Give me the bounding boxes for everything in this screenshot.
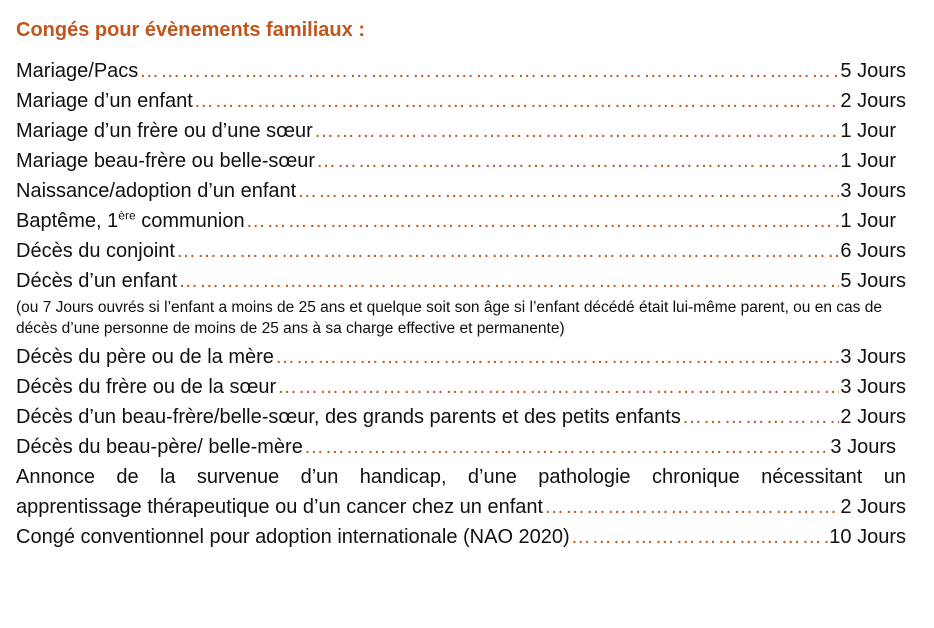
leave-row-deces-parent	[16, 342, 906, 372]
dot-leader	[176, 236, 839, 266]
leave-label: Congé conventionnel pour adoption internationale (NAO 2020)	[16, 526, 570, 548]
leave-label: Décès du frère ou de la sœur	[16, 376, 277, 398]
leave-row-deces-conjoint	[16, 236, 906, 266]
leave-label: Décès du beau-père/ belle-mère	[16, 436, 303, 458]
leave-value: 2 Jours	[840, 90, 906, 112]
handicap-line-1: Annonce de la survenue d’un handicap, d’une pathologie chronique nécessitant un	[16, 466, 906, 488]
dot-leader	[194, 86, 840, 116]
leave-value: 10 Jours	[829, 526, 906, 548]
leave-value: 1 Jour	[840, 150, 896, 172]
leave-value: 3 Jours	[840, 180, 906, 202]
leave-row-mariage-pacs	[16, 56, 906, 86]
dot-leader	[316, 146, 839, 176]
section-title: Congés pour évènements familiaux :	[16, 19, 365, 41]
note-text: (ou 7 Jours ouvrés si l’enfant a moins de 25 ans et quelque soit son âge si l’enfant décédé était lui-même parent, ou en cas de décès d’une personne de moins de 25 ans à sa charge effective et permanente)	[16, 299, 882, 337]
leave-label: apprentissage thérapeutique ou d’un cancer chez un enfant	[16, 496, 544, 518]
leave-label: Décès du conjoint	[16, 240, 175, 262]
leave-row-mariage-enfant	[16, 86, 906, 116]
leave-row-deces-frere	[16, 372, 906, 402]
leave-value: 2 Jours	[840, 406, 906, 428]
dot-leader	[544, 492, 839, 522]
leave-row-mariage-beau-frere	[16, 146, 906, 176]
leave-row-deces-enfant	[16, 266, 906, 296]
superscript: ère	[118, 208, 136, 223]
leave-row-deces-beau-pere	[16, 432, 906, 462]
leave-label: Décès du père ou de la mère	[16, 346, 274, 368]
leave-value: 3 Jours	[830, 436, 896, 458]
leave-label: Mariage d’un enfant	[16, 90, 193, 112]
leave-value: 2 Jours	[840, 496, 906, 518]
leave-value: 1 Jour	[840, 210, 896, 232]
leave-row-adoption-internationale	[16, 522, 906, 552]
leave-value: 5 Jours	[840, 270, 906, 292]
leave-row-naissance	[16, 176, 906, 206]
dot-leader	[277, 372, 839, 402]
leave-label: Mariage/Pacs	[16, 60, 139, 82]
dot-leader	[682, 402, 840, 432]
leave-row-mariage-frere	[16, 116, 906, 146]
dot-leader	[571, 522, 829, 552]
dot-leader	[275, 342, 839, 372]
leave-label: Baptême, 1ère communion	[16, 208, 245, 232]
leave-row-deces-beau-frere	[16, 402, 906, 432]
leave-value: 5 Jours	[840, 60, 906, 82]
leave-label: Mariage beau-frère ou belle-sœur	[16, 150, 316, 172]
leave-label: Naissance/adoption d’un enfant	[16, 180, 297, 202]
leave-label: Mariage d’un frère ou d’une sœur	[16, 120, 313, 142]
leave-value: 1 Jour	[840, 120, 896, 142]
leave-value: 6 Jours	[840, 240, 906, 262]
leave-label: Décès d’un enfant	[16, 270, 178, 292]
leave-value: 3 Jours	[840, 346, 906, 368]
dot-leader	[246, 206, 840, 236]
dot-leader	[314, 116, 840, 146]
dot-leader	[304, 432, 830, 462]
dot-leader	[139, 56, 839, 86]
document	[16, 15, 906, 552]
leave-label: Décès d’un beau-frère/belle-sœur, des grands parents et des petits enfants	[16, 406, 681, 428]
leave-value: 3 Jours	[840, 376, 906, 398]
dot-leader	[178, 266, 839, 296]
dot-leader	[297, 176, 839, 206]
leave-row-handicap	[16, 492, 906, 522]
leave-row-bapteme	[16, 206, 906, 236]
